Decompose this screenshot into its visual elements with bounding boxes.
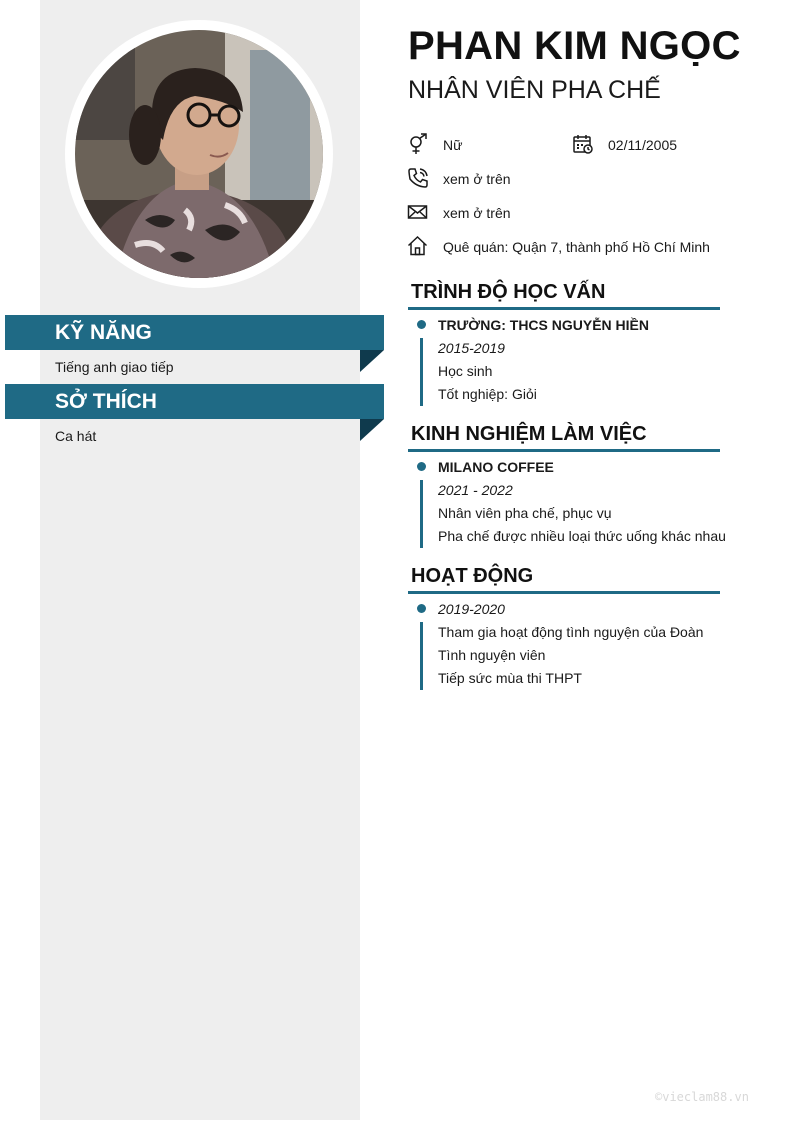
education-rule (408, 307, 720, 310)
hobbies-banner-fold (360, 419, 384, 441)
phone-icon (407, 167, 429, 189)
skills-banner-fold (360, 350, 384, 372)
experience-line: Nhân viên pha chế, phục vụ (438, 505, 612, 521)
gender-icon (407, 133, 429, 155)
experience-line: Pha chế được nhiều loại thức uống khác nhau (438, 528, 726, 544)
school-name: TRƯỜNG: THCS NGUYỄN HIỀN (438, 317, 650, 333)
education-bullet (417, 320, 426, 329)
activities-line: Tham gia hoạt động tình nguyện của Đoàn (438, 624, 704, 640)
experience-period: 2021 - 2022 (438, 482, 513, 498)
skills-heading: KỸ NĂNG (5, 315, 384, 350)
education-heading: TRÌNH ĐỘ HỌC VẤN (411, 281, 606, 303)
phone-value: xem ở trên (443, 171, 511, 187)
calendar-icon (572, 133, 594, 155)
experience-rule (408, 449, 720, 452)
experience-heading: KINH NGHIỆM LÀM VIỆC (411, 423, 647, 445)
activities-period: 2019-2020 (438, 601, 505, 617)
company-name: MILANO COFFEE (438, 459, 554, 475)
job-title: NHÂN VIÊN PHA CHẾ (408, 76, 661, 104)
activities-line: Tình nguyện viên (438, 647, 546, 663)
activities-heading: HOẠT ĐỘNG (411, 565, 534, 587)
candidate-name: PHAN KIM NGỌC (408, 24, 741, 68)
hobby-item: Ca hát (55, 428, 97, 444)
activities-rule (408, 591, 720, 594)
email-value: xem ở trên (443, 205, 511, 221)
gender-value: Nữ (443, 137, 463, 153)
education-line: Tốt nghiệp: Giỏi (438, 386, 537, 402)
experience-timeline (420, 480, 423, 548)
watermark: ©vieclam88.vn (655, 1090, 749, 1104)
skill-item: Tiếng anh giao tiếp (55, 359, 174, 375)
education-timeline (420, 338, 423, 406)
envelope-icon (407, 201, 429, 223)
education-line: Học sinh (438, 363, 493, 379)
hometown-value: Quê quán: Quận 7, thành phố Hồ Chí Minh (443, 239, 710, 255)
birthdate-value: 02/11/2005 (608, 137, 678, 153)
activities-line: Tiếp sức mùa thi THPT (438, 670, 582, 686)
activities-bullet (417, 604, 426, 613)
activities-timeline (420, 622, 423, 690)
hobbies-heading: SỞ THÍCH (5, 384, 384, 419)
education-period: 2015-2019 (438, 340, 505, 356)
avatar (75, 30, 323, 278)
home-icon (407, 235, 429, 257)
experience-bullet (417, 462, 426, 471)
